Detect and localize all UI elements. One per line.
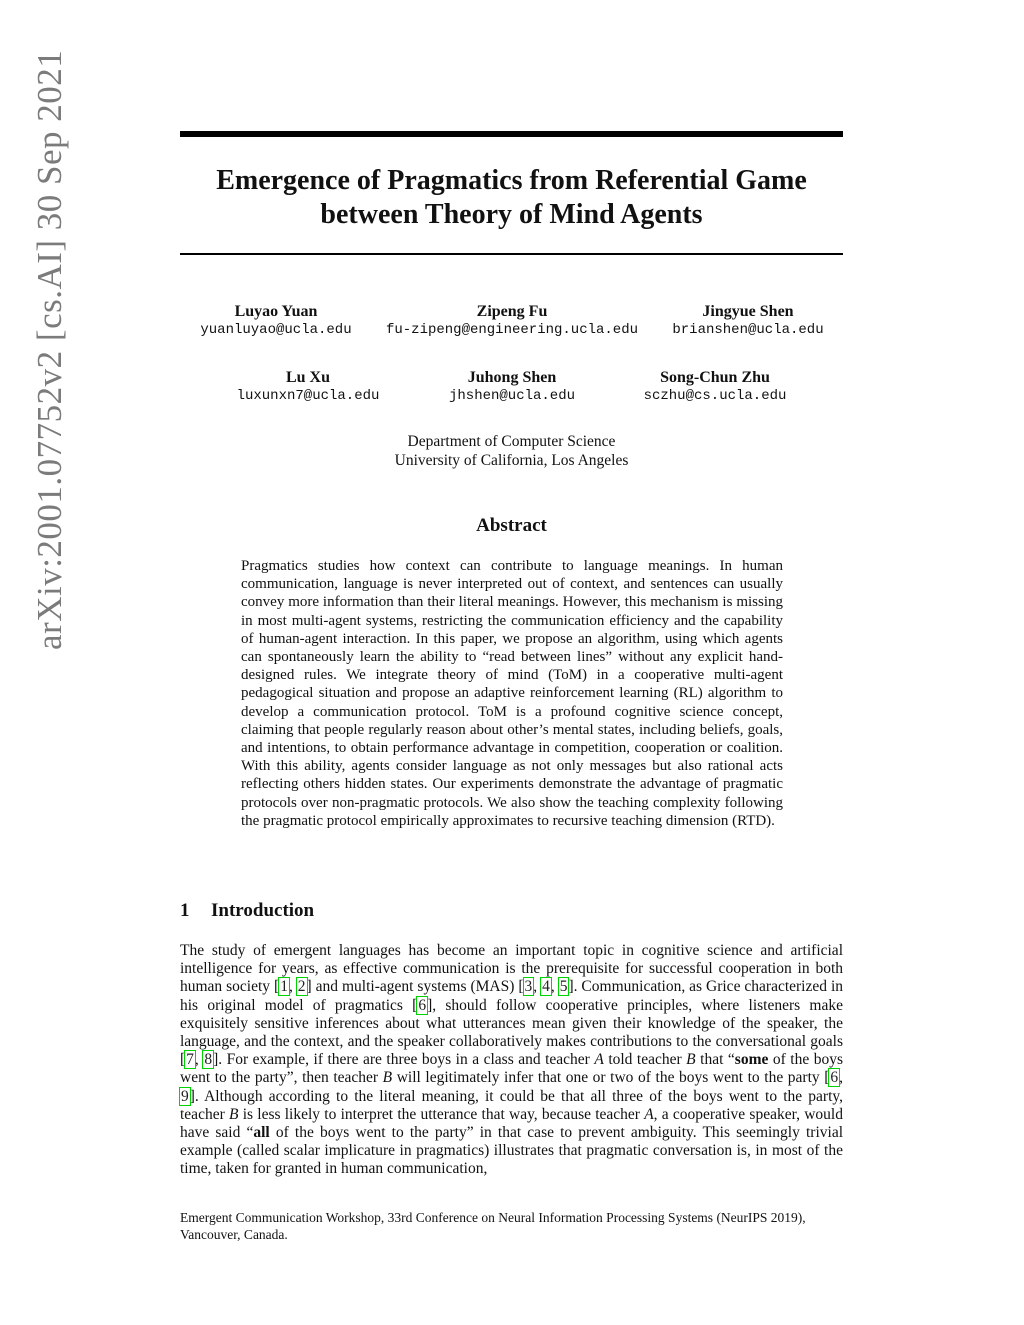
arxiv-identifier: arXiv:2001.07752v2 [cs.AI] 30 Sep 2021 [30, 49, 69, 650]
emphasis-word: all [253, 1124, 270, 1142]
section-number: 1 [180, 900, 190, 921]
author-email: jhshen@ucla.edu [448, 388, 576, 404]
affiliation [180, 432, 843, 470]
venue-footnote: Emergent Communication Workshop, 33rd Conference on Neural Information Processing Systems (NeurIPS 2019), Vancouver, Canada. [180, 1210, 806, 1242]
citation-link[interactable]: 4 [542, 978, 550, 996]
author-name: Jingyue Shen [702, 303, 794, 320]
citation-link[interactable]: 5 [559, 978, 568, 996]
author-email: brianshen@ucla.edu [672, 322, 824, 338]
section-title: Introduction [211, 900, 315, 921]
citation-link[interactable]: 6 [830, 1069, 839, 1087]
math-variable: B [228, 1105, 239, 1123]
affiliation-university: University of California, Los Angeles [394, 452, 629, 469]
author-name: Lu Xu [285, 369, 331, 386]
author-email: sczhu@cs.ucla.edu [643, 388, 787, 404]
author-name: Luyao Yuan [234, 303, 318, 320]
title-line-1: Emergence of Pragmatics from Referential Game [216, 165, 807, 196]
author-email: luxunxn7@ucla.edu [236, 388, 380, 404]
author-block [565, 368, 865, 405]
section-heading [180, 900, 314, 922]
citation-link[interactable]: 9 [181, 1087, 189, 1105]
author-name: Juhong Shen [467, 369, 557, 386]
abstract-heading: Abstract [476, 515, 547, 536]
author-name: Zipeng Fu [476, 303, 548, 320]
author-email: fu-zipeng@engineering.ucla.edu [385, 322, 639, 338]
math-variable: A [594, 1051, 604, 1069]
introduction-paragraph: The study of emergent languages has become an important topic in cognitive science and artificial intelligence for years, as effective communication is the prerequisite for successful cooperation in both human society [1, 2] and multi-agent systems (MAS) [3, 4, 5]. Communication, as Grice characterized in his original model of pragmatics [6], should follow cooperative principles, where listeners make exquisitely sensitive inferences about what utterances mean given their knowledge of the speaker, the language, and the context, and the speaker collaboratively makes contributions to the conversational goals [7, 8]. For example, if there are three boys in a class and teacher A told teacher B that “some of the boys went to the party”, then teacher B will legitimately infer that one or two of the boys went to the party [6, 9]. Although according to the literal meaning, it could be that all three of the boys went to the party, teacher B is less likely to interpret the utterance that way, because teacher A, a cooperative speaker, would have said “all of the boys went to the party” in that case to prevent ambiguity. This seemingly trivial example (called scalar implicature in pragmatics) illustrates that pragmatic conversation is, in most of the time, taken for granted in human communication, [180, 942, 844, 1178]
citation-link[interactable]: 6 [418, 996, 427, 1014]
math-variable: A [644, 1105, 654, 1123]
math-variable: B [686, 1051, 696, 1069]
citation-link[interactable]: 1 [280, 978, 288, 996]
author-name: Song-Chun Zhu [660, 369, 770, 386]
citation-link[interactable]: 7 [186, 1051, 194, 1069]
emphasis-word: some [734, 1051, 769, 1069]
title-top-rule [180, 131, 843, 137]
title-bottom-rule [180, 253, 843, 255]
affiliation-department: Department of Computer Science [407, 433, 616, 450]
paper-title [180, 164, 843, 232]
author-block [598, 302, 898, 339]
citation-link[interactable]: 3 [524, 978, 533, 996]
title-line-2: between Theory of Mind Agents [320, 199, 703, 230]
author-email: yuanluyao@ucla.edu [200, 322, 352, 338]
citation-link[interactable]: 2 [297, 978, 306, 996]
abstract-text: Pragmatics studies how context can contribute to language meanings. In human communication, language is never interpreted out of context, and sentences can usually convey more information than their literal meanings. However, this mechanism is missing in most multi-agent systems, restricting the communication efficiency and the capability of human-agent interaction. In this paper, we propose an algorithm, using which agents can spontaneously learn the ability to “read between lines” without any explicit hand-designed rules. We integrate theory of mind (ToM) in a cooperative multi-agent pedagogical situation and propose an adaptive reinforcement learning (RL) algorithm to develop a communication protocol. ToM is a profound cognitive science concept, claiming that people regularly reason about other’s mental states, including beliefs, goals, and intentions, to obtain performance advantage in competition, cooperation or coalition. With this ability, agents consider language as not only messages but also rational acts reflecting others hidden states. Our experiments demonstrate the advantage of pragmatic protocols over non-pragmatic protocols. We also show the teaching complexity following the pragmatic protocol empirically approximates to recursive teaching dimension (RTD). [241, 558, 783, 829]
math-variable: B [382, 1069, 393, 1087]
citation-link[interactable]: 8 [204, 1051, 213, 1069]
